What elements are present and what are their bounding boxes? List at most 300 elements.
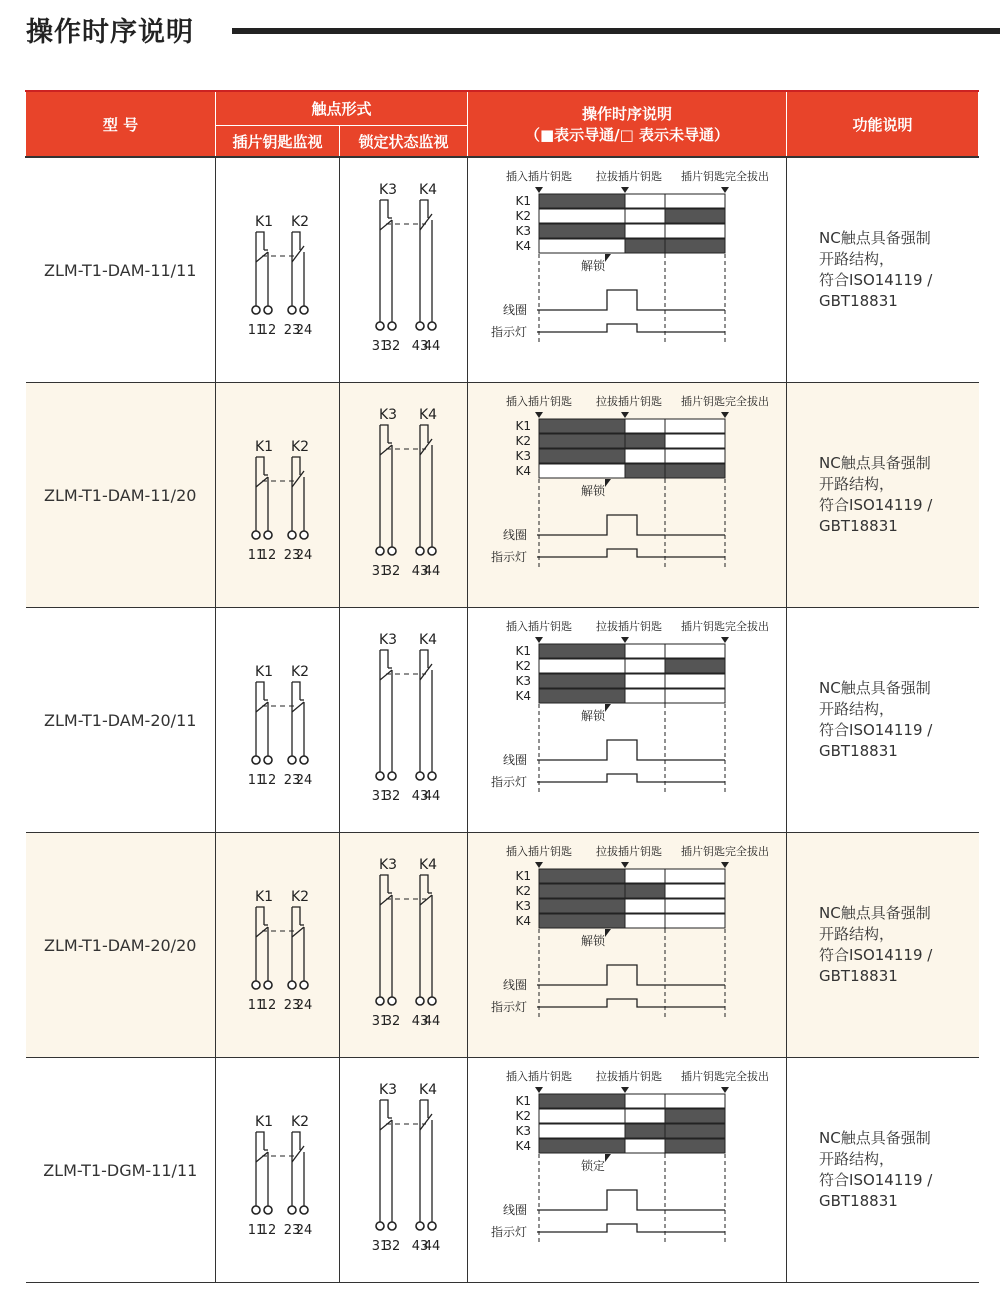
timing-bar-segment bbox=[539, 659, 625, 673]
terminal-circle bbox=[252, 306, 260, 314]
contact-label: K2 bbox=[290, 664, 309, 680]
terminal-number: 24 bbox=[295, 323, 312, 338]
terminal-circle bbox=[264, 756, 272, 764]
function-text-line: 符合ISO14119 / bbox=[819, 946, 933, 964]
model-cell: ZLM-T1-DAM-20/11 bbox=[26, 608, 216, 833]
contact-label: K4 bbox=[418, 407, 437, 423]
key-monitor-cell bbox=[216, 383, 340, 608]
timing-indicator-label: 指示灯 bbox=[491, 775, 528, 789]
timing-bar-segment bbox=[665, 464, 725, 478]
terminal-circle bbox=[300, 981, 308, 989]
timing-bar-segment bbox=[539, 1124, 625, 1138]
indicator-waveform bbox=[537, 549, 725, 557]
no-contact-symbol bbox=[283, 457, 312, 563]
terminal-circle bbox=[252, 1206, 260, 1214]
indicator-waveform bbox=[537, 774, 725, 782]
timing-bar-segment bbox=[665, 659, 725, 673]
function-text-line: 开路结构， bbox=[819, 925, 895, 943]
timing-indicator-label: 指示灯 bbox=[491, 325, 528, 339]
coil-waveform bbox=[537, 515, 725, 535]
terminal-circle bbox=[252, 981, 260, 989]
timing-bar-segment bbox=[665, 194, 725, 208]
timing-label-remove: 插片钥匙完全拔出 bbox=[681, 620, 770, 633]
timing-cell bbox=[468, 1058, 787, 1283]
timing-bar-segment bbox=[665, 209, 725, 223]
event-arrow bbox=[605, 479, 611, 487]
header-timing bbox=[468, 91, 787, 157]
function-text-line: 开路结构， bbox=[819, 1150, 895, 1168]
timing-bar-segment bbox=[665, 1094, 725, 1108]
timing-label-pull: 拉拔插片钥匙 bbox=[596, 620, 663, 633]
title-rule bbox=[232, 28, 1000, 34]
timing-bar-segment bbox=[625, 1139, 665, 1153]
table-row bbox=[26, 608, 979, 833]
terminal-number: 11 bbox=[247, 323, 264, 338]
terminal-circle bbox=[264, 981, 272, 989]
function-text-line: NC触点具备强制 bbox=[819, 679, 931, 697]
table-row bbox=[26, 1058, 979, 1283]
k3-k4-contacts bbox=[371, 632, 440, 804]
terminal-number: 31 bbox=[371, 564, 388, 579]
timing-bar-segment bbox=[665, 419, 725, 433]
coil-waveform bbox=[537, 740, 725, 760]
function-text-line: 符合ISO14119 / bbox=[819, 496, 933, 514]
k1-k2-contacts bbox=[247, 1114, 312, 1238]
table-row bbox=[26, 833, 979, 1058]
terminal-number: 43 bbox=[411, 1014, 428, 1029]
timing-bar-segment bbox=[625, 644, 665, 658]
timing-bar-segment bbox=[539, 194, 625, 208]
timing-bar-segment bbox=[665, 1124, 725, 1138]
nc-contact-symbol bbox=[371, 650, 400, 804]
timing-diagram bbox=[477, 391, 777, 599]
terminal-number: 43 bbox=[411, 564, 428, 579]
terminal-circle bbox=[416, 997, 424, 1005]
timing-row-label: K2 bbox=[515, 209, 532, 223]
function-text-line: GBT18831 bbox=[819, 292, 898, 310]
terminal-circle bbox=[376, 322, 384, 330]
timing-diagram bbox=[477, 1066, 777, 1274]
coil-waveform bbox=[537, 290, 725, 310]
no-contact-symbol bbox=[283, 232, 312, 338]
nc-contact-symbol bbox=[247, 232, 276, 338]
timing-bar-segment bbox=[625, 434, 665, 448]
terminal-number: 44 bbox=[423, 789, 440, 804]
terminal-number: 43 bbox=[411, 1239, 428, 1254]
function-text-line: NC触点具备强制 bbox=[819, 904, 931, 922]
coil-waveform bbox=[537, 965, 725, 985]
terminal-circle bbox=[428, 772, 436, 780]
function-text-line: 开路结构， bbox=[819, 250, 895, 268]
terminal-number: 11 bbox=[247, 548, 264, 563]
timing-row-label: K3 bbox=[515, 449, 532, 463]
function-text-line: 符合ISO14119 / bbox=[819, 271, 933, 289]
terminal-number: 43 bbox=[411, 789, 428, 804]
terminal-circle bbox=[300, 306, 308, 314]
timing-row-label: K4 bbox=[515, 1139, 532, 1153]
timing-coil-label: 线圈 bbox=[503, 753, 528, 767]
key-monitor-diagram bbox=[218, 395, 338, 595]
indicator-waveform bbox=[537, 324, 725, 332]
terminal-number: 11 bbox=[247, 1223, 264, 1238]
contact-label: K3 bbox=[378, 407, 397, 423]
terminal-number: 24 bbox=[295, 998, 312, 1013]
nc-contact-symbol bbox=[371, 425, 400, 579]
nc-contact-symbol bbox=[283, 907, 312, 1013]
contact-label: K1 bbox=[254, 664, 273, 680]
terminal-circle bbox=[264, 306, 272, 314]
contact-label: K1 bbox=[254, 214, 273, 230]
terminal-circle bbox=[428, 547, 436, 555]
timing-row-label: K1 bbox=[515, 644, 532, 658]
terminal-number: 12 bbox=[259, 1223, 276, 1238]
timing-cell bbox=[468, 833, 787, 1058]
function-text-line: NC触点具备强制 bbox=[819, 454, 931, 472]
timing-arrow bbox=[621, 637, 629, 643]
timing-bar-segment bbox=[539, 464, 625, 478]
function-cell bbox=[787, 833, 979, 1058]
timing-row-label: K2 bbox=[515, 884, 532, 898]
terminal-number: 31 bbox=[371, 1014, 388, 1029]
event-arrow bbox=[605, 1154, 611, 1162]
function-text-line: 符合ISO14119 / bbox=[819, 1171, 933, 1189]
timing-bar-segment bbox=[625, 884, 665, 898]
nc-contact-symbol bbox=[371, 1100, 400, 1254]
timing-bar-segment bbox=[539, 434, 625, 448]
terminal-circle bbox=[252, 531, 260, 539]
timing-arrow bbox=[621, 1087, 629, 1093]
timing-bar-segment bbox=[539, 419, 625, 433]
timing-bar-segment bbox=[625, 869, 665, 883]
nc-contact-symbol bbox=[283, 682, 312, 788]
timing-diagram bbox=[477, 841, 777, 1049]
terminal-circle bbox=[388, 322, 396, 330]
header-contact-form: 触点形式 bbox=[216, 91, 468, 126]
lock-monitor-diagram bbox=[342, 395, 466, 595]
timing-bar-segment bbox=[625, 209, 665, 223]
timing-row-label: K2 bbox=[515, 1109, 532, 1123]
terminal-circle bbox=[300, 756, 308, 764]
contact-label: K3 bbox=[378, 1082, 397, 1098]
timing-row-label: K3 bbox=[515, 674, 532, 688]
event-arrow bbox=[605, 254, 611, 262]
terminal-circle bbox=[416, 322, 424, 330]
nc-contact-symbol bbox=[247, 457, 276, 563]
terminal-circle bbox=[376, 547, 384, 555]
terminal-circle bbox=[264, 531, 272, 539]
terminal-circle bbox=[388, 1222, 396, 1230]
timing-bar-segment bbox=[625, 449, 665, 463]
no-contact-symbol bbox=[283, 1132, 312, 1238]
header-timing-legend: （■表示导通/□ 表示未导通） bbox=[524, 126, 730, 144]
timing-bar-segment bbox=[665, 224, 725, 238]
lock-monitor-diagram bbox=[342, 620, 466, 820]
timing-arrow bbox=[621, 412, 629, 418]
timing-arrow bbox=[721, 637, 729, 643]
timing-arrow bbox=[621, 187, 629, 193]
timing-label-insert: 插入插片钥匙 bbox=[506, 620, 573, 633]
timing-row-label: K2 bbox=[515, 659, 532, 673]
terminal-number: 23 bbox=[283, 323, 300, 338]
timing-bar-segment bbox=[539, 1109, 625, 1123]
timing-coil-label: 线圈 bbox=[503, 978, 528, 992]
header-lock-monitor: 锁定状态监视 bbox=[340, 126, 468, 158]
function-text-line: GBT18831 bbox=[819, 967, 898, 985]
terminal-number: 32 bbox=[383, 789, 400, 804]
timing-arrow bbox=[535, 637, 543, 643]
terminal-number: 31 bbox=[371, 339, 388, 354]
k1-k2-contacts bbox=[247, 214, 312, 338]
lock-monitor-cell bbox=[340, 383, 468, 608]
terminal-circle bbox=[388, 547, 396, 555]
terminal-number: 23 bbox=[283, 773, 300, 788]
contact-label: K2 bbox=[290, 214, 309, 230]
terminal-number: 24 bbox=[295, 1223, 312, 1238]
terminal-number: 44 bbox=[423, 1239, 440, 1254]
timing-row-label: K3 bbox=[515, 224, 532, 238]
timing-label-pull: 拉拔插片钥匙 bbox=[596, 845, 663, 858]
timing-label-remove: 插片钥匙完全拔出 bbox=[681, 1070, 770, 1083]
timing-bar-segment bbox=[625, 224, 665, 238]
timing-bar-segment bbox=[665, 884, 725, 898]
timing-bar-segment bbox=[539, 869, 625, 883]
timing-bar-segment bbox=[625, 1109, 665, 1123]
timing-event-label: 解锁 bbox=[581, 484, 606, 498]
table-row bbox=[26, 383, 979, 608]
lock-monitor-cell bbox=[340, 608, 468, 833]
timing-row-label: K4 bbox=[515, 689, 532, 703]
timing-row-label: K4 bbox=[515, 914, 532, 928]
terminal-number: 31 bbox=[371, 1239, 388, 1254]
timing-indicator-label: 指示灯 bbox=[491, 1000, 528, 1014]
contact-label: K1 bbox=[254, 889, 273, 905]
terminal-circle bbox=[264, 1206, 272, 1214]
timing-bar-segment bbox=[625, 239, 665, 253]
nc-contact-symbol bbox=[371, 875, 400, 1029]
lock-monitor-cell bbox=[340, 157, 468, 383]
timing-label-insert: 插入插片钥匙 bbox=[506, 170, 573, 183]
function-cell bbox=[787, 383, 979, 608]
timing-diagram bbox=[477, 166, 777, 374]
key-monitor-diagram bbox=[218, 170, 338, 370]
terminal-number: 12 bbox=[259, 998, 276, 1013]
timing-bar-segment bbox=[665, 239, 725, 253]
timing-label-remove: 插片钥匙完全拔出 bbox=[681, 845, 770, 858]
timing-bar-segment bbox=[665, 674, 725, 688]
nc-contact-symbol bbox=[247, 682, 276, 788]
terminal-circle bbox=[288, 531, 296, 539]
no-contact-symbol bbox=[411, 1100, 440, 1254]
timing-label-insert: 插入插片钥匙 bbox=[506, 845, 573, 858]
k3-k4-contacts bbox=[371, 1082, 440, 1254]
header-function: 功能说明 bbox=[787, 91, 979, 157]
timing-bar-segment bbox=[539, 1094, 625, 1108]
timing-row-label: K1 bbox=[515, 1094, 532, 1108]
timing-bar-segment bbox=[625, 674, 665, 688]
timing-bar-segment bbox=[665, 689, 725, 703]
model-cell: ZLM-T1-DAM-11/20 bbox=[26, 383, 216, 608]
terminal-number: 11 bbox=[247, 773, 264, 788]
timing-coil-label: 线圈 bbox=[503, 303, 528, 317]
no-contact-symbol bbox=[411, 200, 440, 354]
timing-label-pull: 拉拔插片钥匙 bbox=[596, 395, 663, 408]
timing-row-label: K4 bbox=[515, 464, 532, 478]
key-monitor-diagram bbox=[218, 845, 338, 1045]
timing-bar-segment bbox=[539, 1139, 625, 1153]
timing-bar-segment bbox=[665, 644, 725, 658]
terminal-circle bbox=[288, 306, 296, 314]
key-monitor-cell bbox=[216, 157, 340, 383]
nc-contact-symbol bbox=[411, 875, 440, 1029]
nc-contact-symbol bbox=[247, 907, 276, 1013]
terminal-circle bbox=[388, 772, 396, 780]
timing-bar-segment bbox=[539, 224, 625, 238]
contact-label: K3 bbox=[378, 632, 397, 648]
contact-label: K1 bbox=[254, 439, 273, 455]
timing-event-label: 锁定 bbox=[581, 1159, 606, 1173]
function-cell bbox=[787, 157, 979, 383]
function-text-line: GBT18831 bbox=[819, 1192, 898, 1210]
terminal-circle bbox=[376, 772, 384, 780]
timing-label-pull: 拉拔插片钥匙 bbox=[596, 1070, 663, 1083]
timing-cell bbox=[468, 608, 787, 833]
k1-k2-contacts bbox=[247, 664, 312, 788]
timing-event-label: 解锁 bbox=[581, 934, 606, 948]
terminal-number: 23 bbox=[283, 998, 300, 1013]
model-cell: ZLM-T1-DAM-20/20 bbox=[26, 833, 216, 1058]
timing-bar-segment bbox=[539, 914, 625, 928]
function-text-line: NC触点具备强制 bbox=[819, 1129, 931, 1147]
terminal-circle bbox=[252, 756, 260, 764]
timing-indicator-label: 指示灯 bbox=[491, 550, 528, 564]
terminal-circle bbox=[416, 772, 424, 780]
table-row bbox=[26, 157, 979, 383]
timing-bar-segment bbox=[625, 899, 665, 913]
indicator-waveform bbox=[537, 1224, 725, 1232]
function-text-line: GBT18831 bbox=[819, 742, 898, 760]
timing-bar-segment bbox=[665, 1139, 725, 1153]
terminal-number: 44 bbox=[423, 339, 440, 354]
lock-monitor-diagram bbox=[342, 1070, 466, 1270]
terminal-number: 44 bbox=[423, 1014, 440, 1029]
timing-bar-segment bbox=[665, 449, 725, 463]
key-monitor-diagram bbox=[218, 620, 338, 820]
lock-monitor-diagram bbox=[342, 845, 466, 1045]
timing-row-label: K3 bbox=[515, 1124, 532, 1138]
terminal-circle bbox=[416, 547, 424, 555]
timing-label-pull: 拉拔插片钥匙 bbox=[596, 170, 663, 183]
function-cell bbox=[787, 1058, 979, 1283]
terminal-number: 43 bbox=[411, 339, 428, 354]
timing-bar-segment bbox=[625, 914, 665, 928]
coil-waveform bbox=[537, 1190, 725, 1210]
contact-label: K2 bbox=[290, 889, 309, 905]
timing-bar-segment bbox=[665, 434, 725, 448]
terminal-number: 32 bbox=[383, 1014, 400, 1029]
timing-bar-segment bbox=[625, 464, 665, 478]
timing-bar-segment bbox=[665, 1109, 725, 1123]
contact-label: K4 bbox=[418, 182, 437, 198]
timing-arrow bbox=[535, 1087, 543, 1093]
timing-bar-segment bbox=[539, 449, 625, 463]
function-cell bbox=[787, 608, 979, 833]
timing-bar-segment bbox=[665, 869, 725, 883]
timing-cell bbox=[468, 383, 787, 608]
terminal-circle bbox=[376, 1222, 384, 1230]
timing-label-remove: 插片钥匙完全拔出 bbox=[681, 395, 770, 408]
terminal-circle bbox=[300, 531, 308, 539]
timing-label-insert: 插入插片钥匙 bbox=[506, 395, 573, 408]
contact-label: K1 bbox=[254, 1114, 273, 1130]
terminal-number: 23 bbox=[283, 1223, 300, 1238]
no-contact-symbol bbox=[411, 425, 440, 579]
timing-label-remove: 插片钥匙完全拔出 bbox=[681, 170, 770, 183]
terminal-circle bbox=[428, 322, 436, 330]
terminal-circle bbox=[288, 981, 296, 989]
timing-bar-segment bbox=[625, 659, 665, 673]
timing-bar-segment bbox=[539, 674, 625, 688]
page-title: 操作时序说明 bbox=[26, 17, 194, 48]
timing-bar-segment bbox=[625, 419, 665, 433]
k1-k2-contacts bbox=[247, 439, 312, 563]
timing-row-label: K1 bbox=[515, 194, 532, 208]
timing-arrow bbox=[721, 862, 729, 868]
timing-coil-label: 线圈 bbox=[503, 528, 528, 542]
key-monitor-cell bbox=[216, 1058, 340, 1283]
event-arrow bbox=[605, 704, 611, 712]
terminal-number: 23 bbox=[283, 548, 300, 563]
terminal-circle bbox=[388, 997, 396, 1005]
timing-row-label: K2 bbox=[515, 434, 532, 448]
terminal-number: 12 bbox=[259, 773, 276, 788]
terminal-circle bbox=[288, 756, 296, 764]
lock-monitor-cell bbox=[340, 833, 468, 1058]
function-text-line: 符合ISO14119 / bbox=[819, 721, 933, 739]
timing-bar-segment bbox=[539, 209, 625, 223]
timing-arrow bbox=[535, 187, 543, 193]
timing-event-label: 解锁 bbox=[581, 259, 606, 273]
contact-label: K3 bbox=[378, 857, 397, 873]
model-cell: ZLM-T1-DAM-11/11 bbox=[26, 157, 216, 383]
timing-bar-segment bbox=[625, 1094, 665, 1108]
function-text-line: 开路结构， bbox=[819, 700, 895, 718]
timing-bar-segment bbox=[665, 899, 725, 913]
timing-arrow bbox=[621, 862, 629, 868]
timing-row-label: K3 bbox=[515, 899, 532, 913]
timing-bar-segment bbox=[625, 689, 665, 703]
model-cell: ZLM-T1-DGM-11/11 bbox=[26, 1058, 216, 1283]
terminal-circle bbox=[416, 1222, 424, 1230]
timing-bar-segment bbox=[665, 914, 725, 928]
terminal-circle bbox=[288, 1206, 296, 1214]
timing-arrow bbox=[721, 187, 729, 193]
terminal-number: 12 bbox=[259, 548, 276, 563]
indicator-waveform bbox=[537, 999, 725, 1007]
timing-row-label: K1 bbox=[515, 419, 532, 433]
terminal-number: 11 bbox=[247, 998, 264, 1013]
timing-arrow bbox=[721, 1087, 729, 1093]
timing-indicator-label: 指示灯 bbox=[491, 1225, 528, 1239]
timing-coil-label: 线圈 bbox=[503, 1203, 528, 1217]
timing-arrow bbox=[535, 412, 543, 418]
nc-contact-symbol bbox=[247, 1132, 276, 1238]
header-key-monitor: 插片钥匙监视 bbox=[216, 126, 340, 158]
k3-k4-contacts bbox=[371, 407, 440, 579]
timing-cell bbox=[468, 157, 787, 383]
timing-label-insert: 插入插片钥匙 bbox=[506, 1070, 573, 1083]
no-contact-symbol bbox=[411, 650, 440, 804]
key-monitor-cell bbox=[216, 833, 340, 1058]
